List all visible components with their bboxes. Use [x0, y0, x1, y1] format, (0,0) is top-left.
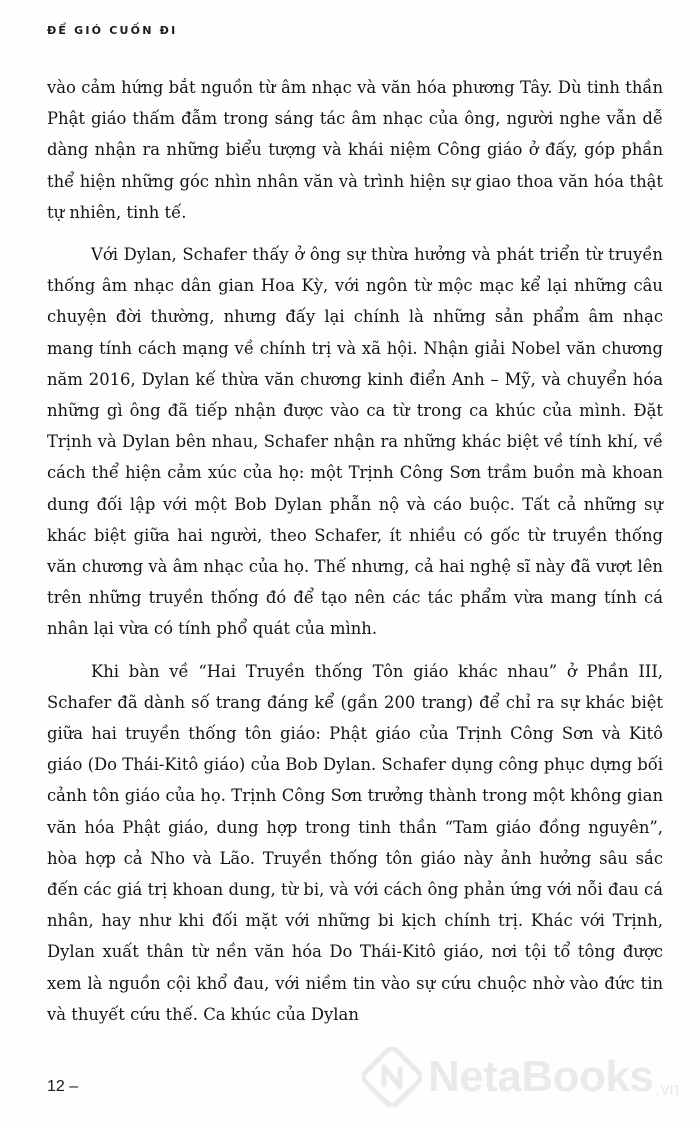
page-number: 12 –: [47, 1078, 79, 1095]
paragraph-religion: Khi bàn về “Hai Truyền thống Tôn giáo khác nhau” ở Phần III, Schafer đã dành số trang đáng kể (gần 200 trang) để chỉ ra sự khác biệt giữa hai truyền thống tôn giáo: Phật giáo của Trịnh Công Sơn và Kitô giáo (Do Thái-Kitô giáo) của Bob Dylan. Schafer dụng công phục dựng bối cảnh tôn giáo của họ. Trịnh Công Sơn trưởng thành trong một không gian văn hóa Phật giáo, dung hợp trong tinh thần “Tam giáo đồng nguyên”, hòa hợp cả Nho và Lão. Truyền thống tôn giáo này ảnh hưởng sâu sắc đến các giá trị khoan dung, từ bi, và với cách ông phản ứng với nỗi đau cá nhân, hay như khi đối mặt với những bi kịch chính trị. Khác với Trịnh, Dylan xuất thân từ nền văn hóa Do Thái-Kitô giáo, nơi tội tổ tông được xem là nguồn cội khổ đau, với niềm tin vào sự cứu chuộc nhờ vào đức tin và thuyết cứu thế. Ca khúc của Dylan: [47, 661, 663, 1024]
body-text: [47, 72, 663, 1030]
n-logo-icon: [362, 1047, 422, 1107]
watermark-brand: NetaBooks: [428, 1052, 654, 1101]
paragraph-dylan: Với Dylan, Schafer thấy ở ông sự thừa hưởng và phát triển từ truyền thống âm nhạc dân gian Hoa Kỳ, với ngôn từ mộc mạc kể lại những câu chuyện đời thường, nhưng đấy lại chính là những sản phẩm âm nhạc mang tính cách mạng về chính trị và xã hội. Nhận giải Nobel văn chương năm 2016, Dylan kế thừa văn chương kinh điển Anh – Mỹ, và chuyển hóa những gì ông đã tiếp nhận được vào ca từ trong ca khúc của mình. Đặt Trịnh và Dylan bên nhau, Schafer nhận ra những khác biệt về tính khí, về cách thể hiện cảm xúc của họ: một Trịnh Công Sơn trầm buồn mà khoan dung đối lập với một Bob Dylan phẫn nộ và cáo buộc. Tất cả những sự khác biệt giữa hai người, theo Schafer, ít nhiều có gốc từ truyền thống văn chương và âm nhạc của họ. Thế nhưng, cả hai nghệ sĩ này đã vượt lên trên những truyền thống đó để tạo nên các tác phẩm vừa mang tính cá nhân lại vừa có tính phổ quát của mình.: [47, 245, 663, 639]
watermark: [362, 1038, 692, 1116]
watermark-suffix: .vn: [655, 1079, 680, 1099]
running-header: ĐỂ GIÓ CUỐN ĐI: [47, 24, 178, 37]
paragraph-continuation: vào cảm hứng bắt nguồn từ âm nhạc và văn hóa phương Tây. Dù tinh thần Phật giáo thấm đẫm trong sáng tác âm nhạc của ông, người nghe vẫn dễ dàng nhận ra những biểu tượng và khái niệm Công giáo ở đấy, góp phần thể hiện những góc nhìn nhân văn và trình hiện sự giao thoa văn hóa thật tự nhiên, tinh tế.: [47, 78, 663, 222]
